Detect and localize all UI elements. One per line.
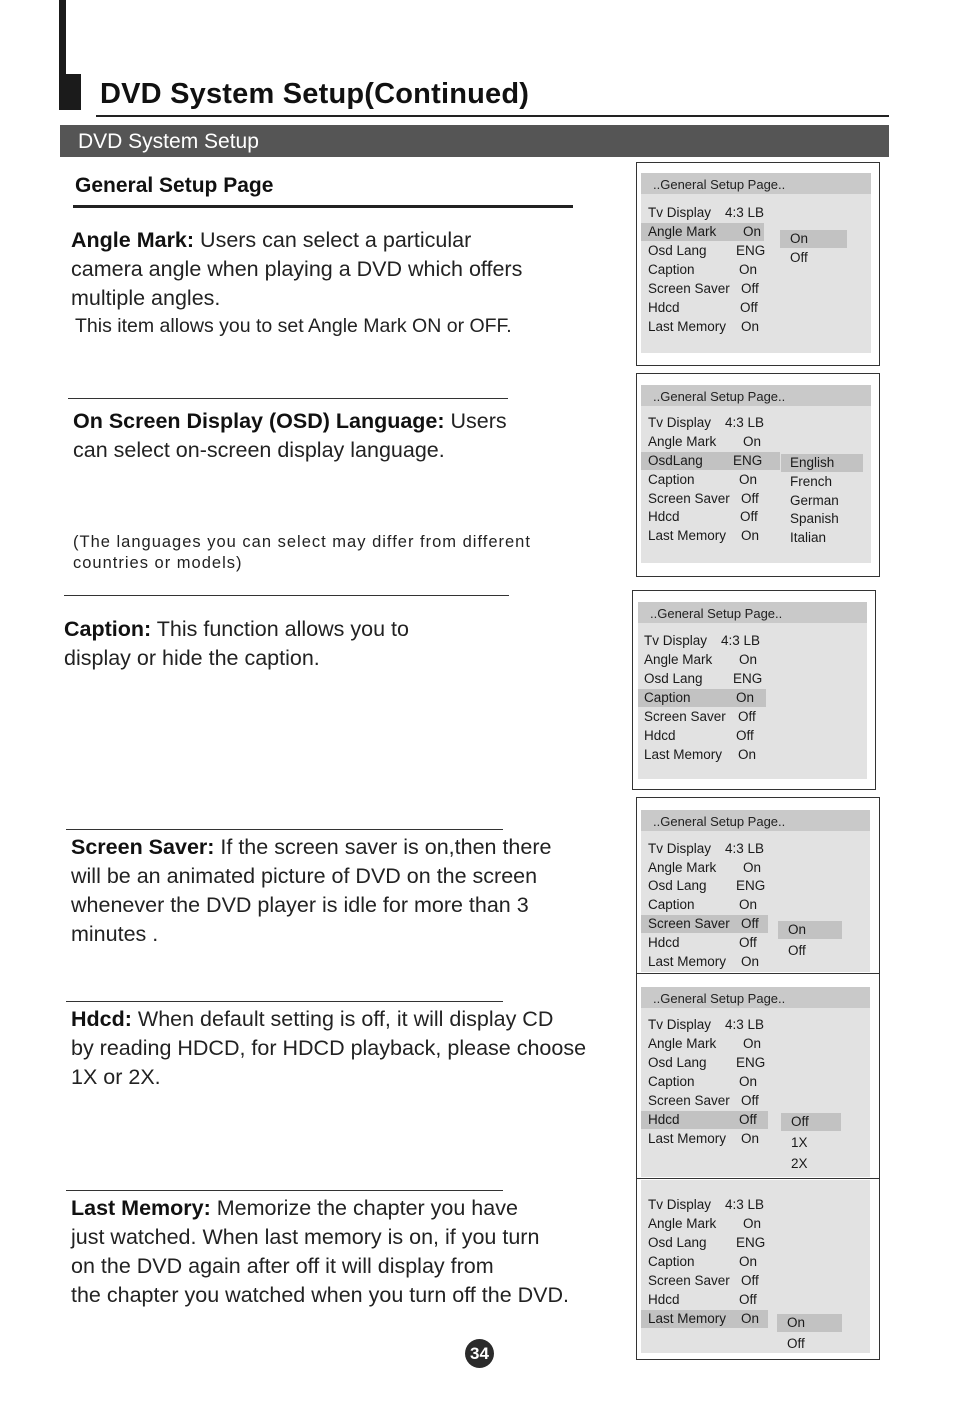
menu-panel-caption (638, 602, 867, 779)
screen-saver-term: Screen Saver: (71, 835, 215, 859)
title-rule (96, 115, 889, 117)
menu-row-angle-mark (641, 1215, 791, 1233)
menu-row-last-memory (641, 527, 791, 545)
row-label: Screen Saver (648, 491, 730, 506)
angle-mark-term: Angle Mark: (71, 228, 195, 252)
menu-title: ..General Setup Page.. (641, 987, 870, 1008)
menu-row-angle-mark (641, 859, 791, 877)
row-label: Osd Lang (644, 671, 703, 686)
menu-option[interactable]: 2X (791, 1156, 808, 1171)
hdcd-line2: by reading HDCD, for HDCD playback, please choose (71, 1036, 587, 1060)
row-value: Off (739, 935, 757, 950)
menu-row-tv-display (641, 840, 791, 858)
row-label: Last Memory (648, 1311, 727, 1326)
angle-mark-text (71, 226, 522, 313)
menu-panel-last-memory (641, 1180, 870, 1353)
hdcd-line3: 1X or 2X. (71, 1065, 161, 1089)
osd-language-line2: can select on-screen display language. (73, 438, 445, 462)
hdcd-term: Hdcd: (71, 1007, 132, 1031)
menu-row-osd-lang (641, 1054, 791, 1072)
stack-divider (636, 1178, 880, 1179)
row-label: Caption (648, 472, 695, 487)
row-label: Tv Display (648, 1017, 712, 1032)
row-value: On (743, 1216, 762, 1231)
divider (64, 595, 509, 596)
menu-title: ..General Setup Page.. (641, 810, 870, 831)
row-value: ENG (736, 243, 766, 258)
menu-row-tv-display (641, 204, 791, 222)
last-memory-line4: the chapter you watched when you turn off the DVD. (71, 1283, 569, 1307)
menu-row-osd-lang (641, 452, 780, 470)
row-label: OsdLang (648, 453, 703, 468)
osd-language-line1: Users (444, 409, 507, 433)
row-value: ENG (736, 878, 766, 893)
row-label: Angle Mark (644, 652, 713, 667)
row-label: Hdcd (648, 300, 680, 315)
row-label: Caption (648, 1254, 695, 1269)
row-value: 4:3 LB (725, 1197, 765, 1212)
row-value: Off (738, 709, 756, 724)
menu-option[interactable]: French (790, 474, 833, 489)
row-value: On (738, 747, 757, 762)
angle-mark-line2: camera angle when playing a DVD which offers (71, 257, 523, 281)
row-value: ENG (733, 453, 763, 468)
angle-mark-line3: multiple angles. (71, 286, 221, 310)
row-value: Off (741, 916, 759, 931)
hdcd-line1: When default setting is off, it will display CD (131, 1007, 554, 1031)
row-value: ENG (733, 671, 763, 686)
row-label: Hdcd (648, 1292, 680, 1307)
menu-row-osd-lang (638, 670, 788, 688)
row-value: On (743, 1036, 762, 1051)
screen-saver-line1: If the screen saver is on,then there (214, 835, 552, 859)
last-memory-text (71, 1194, 569, 1310)
last-memory-line2: just watched. When last memory is on, if you turn (71, 1225, 540, 1249)
row-label: Tv Display (648, 205, 712, 220)
caption-line1: This function allows you to (151, 617, 409, 641)
row-label: Caption (648, 897, 695, 912)
row-label: Screen Saver (644, 709, 726, 724)
row-value: On (736, 690, 755, 705)
row-label: Hdcd (644, 728, 676, 743)
osd-note-line1: (The languages you can select may differ from different (73, 533, 531, 551)
last-memory-term: Last Memory: (71, 1196, 211, 1220)
page-title: DVD System Setup(Continued) (100, 78, 530, 110)
hdcd-text (71, 1005, 586, 1092)
menu-option[interactable]: Italian (790, 530, 827, 545)
menu-row-tv-display (638, 632, 788, 650)
menu-row-caption (641, 471, 791, 489)
menu-row-last-memory (641, 1310, 768, 1328)
row-label: Angle Mark (648, 1036, 717, 1051)
osd-language-term: On Screen Display (OSD) Language: (73, 409, 445, 433)
menu-row-osd-lang (641, 1234, 791, 1252)
row-value: On (741, 954, 760, 969)
row-label: Hdcd (648, 1112, 680, 1127)
row-value: Off (739, 1112, 757, 1127)
menu-row-tv-display (641, 414, 791, 432)
row-label: Osd Lang (648, 243, 707, 258)
menu-row-last-memory (641, 953, 791, 971)
row-label: Caption (648, 262, 695, 277)
row-label: Last Memory (648, 319, 727, 334)
menu-row-hdcd (641, 1111, 768, 1129)
row-label: Last Memory (648, 1131, 727, 1146)
row-label: Tv Display (644, 633, 708, 648)
row-value: Off (741, 1273, 759, 1288)
row-label: Hdcd (648, 935, 680, 950)
row-value: On (739, 262, 758, 277)
row-value: On (739, 652, 758, 667)
row-value: On (741, 528, 760, 543)
menu-option[interactable]: Off (781, 1113, 841, 1131)
screen-saver-line2: will be an animated picture of DVD on the screen (71, 864, 538, 888)
row-label: Screen Saver (648, 1093, 730, 1108)
menu-row-screen-saver (641, 1272, 791, 1290)
menu-panel-osd-lang (641, 385, 871, 563)
menu-option[interactable]: German (790, 493, 839, 508)
row-value: On (743, 860, 762, 875)
stack-divider (636, 973, 880, 974)
menu-row-tv-display (641, 1196, 791, 1214)
row-label: Angle Mark (648, 860, 717, 875)
row-label: Screen Saver (648, 916, 730, 931)
menu-row-hdcd (641, 508, 791, 526)
row-label: Osd Lang (648, 1055, 707, 1070)
menu-row-caption (641, 261, 791, 279)
menu-option[interactable]: 1X (791, 1135, 808, 1150)
row-value: Off (741, 491, 759, 506)
row-label: Last Memory (644, 747, 723, 762)
row-value: Off (739, 1292, 757, 1307)
menu-row-angle-mark (641, 223, 764, 241)
menu-panel-hdcd (641, 987, 870, 1177)
row-value: 4:3 LB (721, 633, 761, 648)
row-label: Caption (644, 690, 691, 705)
menu-row-tv-display (641, 1016, 791, 1034)
menu-option[interactable]: English (781, 454, 863, 472)
row-label: Hdcd (648, 509, 680, 524)
angle-mark-note: This item allows you to set Angle Mark ON or OFF. (75, 315, 512, 337)
menu-row-caption (641, 1253, 791, 1271)
row-label: Angle Mark (648, 434, 717, 449)
screen-saver-text (71, 833, 551, 949)
row-value: ENG (736, 1235, 766, 1250)
row-value: 4:3 LB (725, 1017, 765, 1032)
row-value: Off (740, 509, 758, 524)
menu-option[interactable]: Off (790, 250, 808, 265)
row-value: On (741, 1311, 760, 1326)
menu-row-screen-saver (638, 708, 788, 726)
menu-row-screen-saver (641, 280, 791, 298)
menu-row-hdcd (641, 299, 791, 317)
row-value: Off (736, 728, 754, 743)
row-value: On (739, 897, 758, 912)
section-label: DVD System Setup (78, 130, 259, 153)
menu-row-last-memory (638, 746, 788, 764)
subhead: General Setup Page (75, 174, 274, 197)
menu-row-caption (641, 1073, 791, 1091)
osd-language-note (73, 532, 531, 574)
menu-row-last-memory (641, 1130, 791, 1148)
row-value: Off (741, 281, 759, 296)
menu-row-screen-saver (641, 490, 791, 508)
last-memory-line1: Memorize the chapter you have (210, 1196, 518, 1220)
menu-option[interactable]: On (778, 921, 842, 939)
subhead-rule (73, 205, 573, 208)
row-value: 4:3 LB (725, 205, 765, 220)
row-value: ENG (736, 1055, 766, 1070)
row-value: Off (741, 1093, 759, 1108)
menu-row-hdcd (638, 727, 788, 745)
menu-option[interactable]: On (777, 1314, 842, 1332)
row-value: On (743, 224, 762, 239)
menu-row-hdcd (641, 934, 791, 952)
row-label: Screen Saver (648, 281, 730, 296)
last-memory-line3: on the DVD again after off it will display from (71, 1254, 494, 1278)
menu-title: ..General Setup Page.. (641, 385, 871, 406)
menu-option[interactable]: Off (788, 943, 806, 958)
divider (66, 829, 503, 830)
row-label: Caption (648, 1074, 695, 1089)
caption-term: Caption: (64, 617, 152, 641)
caption-text (64, 615, 409, 673)
menu-row-osd-lang (641, 242, 791, 260)
menu-title: ..General Setup Page.. (641, 173, 871, 194)
menu-option[interactable]: Spanish (790, 511, 839, 526)
divider (66, 1190, 503, 1191)
menu-panel-screen-saver (641, 810, 870, 972)
row-value: On (739, 472, 758, 487)
row-label: Osd Lang (648, 1235, 707, 1250)
row-label: Screen Saver (648, 1273, 730, 1288)
row-label: Osd Lang (648, 878, 707, 893)
row-value: On (743, 434, 762, 449)
row-value: 4:3 LB (725, 415, 765, 430)
divider (68, 398, 508, 399)
screen-saver-line4: minutes . (71, 922, 159, 946)
row-label: Tv Display (648, 1197, 712, 1212)
menu-row-last-memory (641, 318, 791, 336)
menu-row-angle-mark (641, 1035, 791, 1053)
menu-row-angle-mark (638, 651, 788, 669)
menu-row-caption (641, 896, 791, 914)
menu-row-caption (638, 689, 766, 707)
row-label: Last Memory (648, 954, 727, 969)
row-label: Last Memory (648, 528, 727, 543)
divider (66, 1001, 503, 1002)
corner-block (59, 74, 81, 110)
menu-row-hdcd (641, 1291, 791, 1309)
row-value: Off (740, 300, 758, 315)
row-label: Tv Display (648, 841, 712, 856)
row-value: 4:3 LB (725, 841, 765, 856)
row-label: Angle Mark (648, 1216, 717, 1231)
menu-panel-angle-mark (641, 173, 871, 353)
row-label: Tv Display (648, 415, 712, 430)
page-number-badge: 34 (465, 1339, 494, 1368)
menu-option[interactable]: Off (787, 1336, 805, 1351)
row-value: On (741, 319, 760, 334)
row-value: On (739, 1074, 758, 1089)
menu-option[interactable]: On (780, 230, 847, 248)
menu-row-screen-saver (641, 1092, 791, 1110)
angle-mark-line1: Users can select a particular (194, 228, 472, 252)
row-value: On (739, 1254, 758, 1269)
menu-row-angle-mark (641, 433, 791, 451)
row-label: Angle Mark (648, 224, 717, 239)
menu-row-screen-saver (641, 915, 768, 933)
menu-title: ..General Setup Page.. (638, 602, 867, 623)
row-value: On (741, 1131, 760, 1146)
osd-language-text (73, 407, 507, 465)
osd-note-line2: countries or models) (73, 554, 243, 572)
screen-saver-line3: whenever the DVD player is idle for more than 3 (71, 893, 529, 917)
caption-line2: display or hide the caption. (64, 646, 320, 670)
menu-row-osd-lang (641, 877, 791, 895)
